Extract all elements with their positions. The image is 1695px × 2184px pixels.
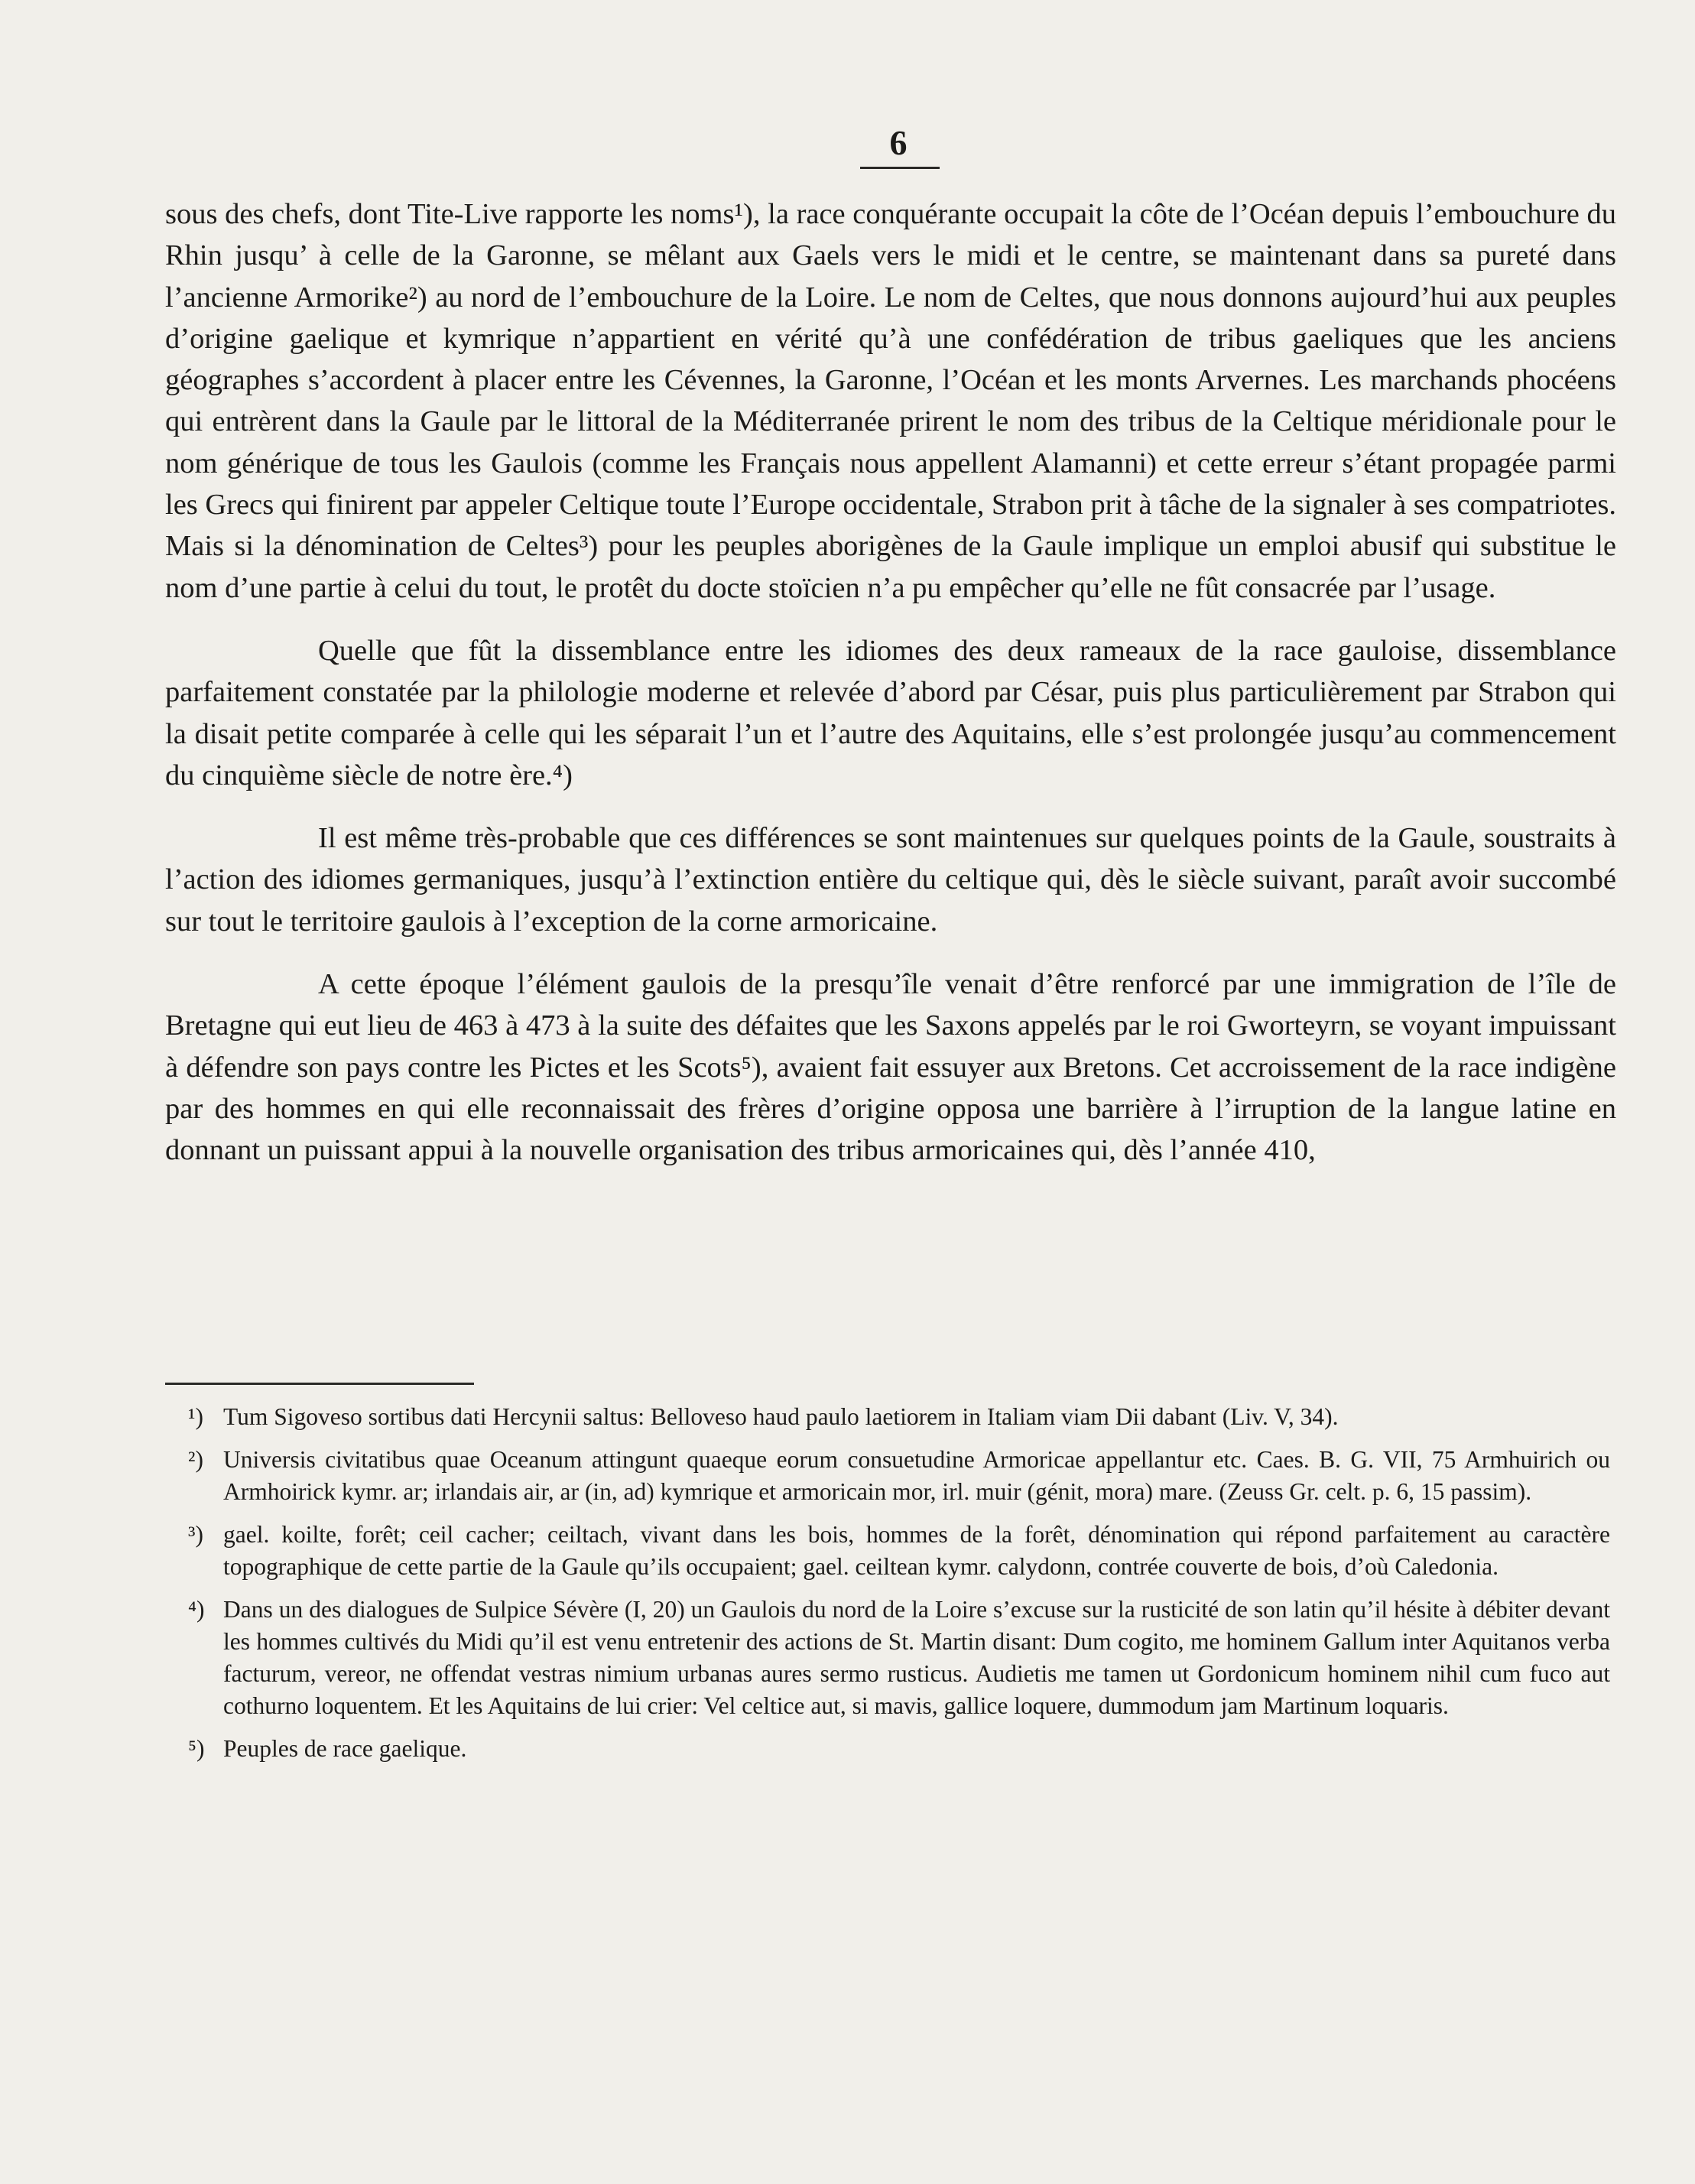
footnote-marker: ⁴) [188,1596,205,1623]
footnote-text: Dans un des dialogues de Sulpice Sévère (I, 20) un Gaulois du nord de la Loire s’excuse sur la rusticité de son latin qu’il hésite à débiter devant les hommes cultivés du Midi qu’il est venu entretenir des actions de St. Martin disant: Dum cogito, me hominem Gallum inter Aquitanos verba facturum, vereor, ne offendat vestras nimium urbanas aures sermo rusticus. Audietis me tamen ut Gordonicum hominem nihil cum fuco aut cothurno loquentem. Et les Aquitains de lui crier: Vel celtice aut, si mavis, gallice loquere, dummodum jam Martinum loquaris. [223,1596,1610,1719]
footnote-5 [188,1733,1610,1765]
paragraph-3: Il est même très-probable que ces différences se sont maintenues sur quelques points de la Gaule, soustraits à l’action des idiomes germaniques, jusqu’à l’extinction entière du celtique qui, dès le siècle suivant, paraît avoir succombé sur tout le territoire gaulois à l’exception de la corne armoricaine. [165,822,1616,938]
footnote-separator [165,1383,474,1385]
footnote-1 [188,1401,1610,1433]
paragraph-4: A cette époque l’élément gaulois de la presqu’île venait d’être renforcé par une immigration de l’île de Bretagne qui eut lieu de 463 à 473 à la suite des défaites que les Saxons appelés par le roi Gworteyrn, se voyant impuissant à défendre son pays contre les Pictes et les Scots⁵), avaient fait essuyer aux Bretons. Cet accroissement de la race indigène par des hommes en qui elle reconnaissait des frères d’origine opposa une barrière à l’irruption de la langue latine en donnant un puissant appui à la nouvelle organisation des tribus armoricaines qui, dès l’année 410, [165,968,1616,1167]
footnote-text: Universis civitatibus quae Oceanum attingunt quaeque eorum consuetudine Armoricae appellantur etc. Caes. B. G. VII, 75 Armhuirich ou Armhoirick kymr. ar; irlandais air, ar (in, ad) kymrique et armoricain mor, irl. muir (génit, mora) mare. (Zeuss Gr. celt. p. 6, 15 passim). [223,1446,1610,1505]
footnote-marker: ¹) [188,1403,203,1430]
footnote-marker: ⁵) [188,1735,205,1762]
footnote-marker: ³) [188,1521,203,1548]
footnotes [188,1401,1610,1776]
footnote-4 [188,1594,1610,1722]
footnote-text: gael. koilte, forêt; ceil cacher; ceiltach, vivant dans les bois, hommes de la forêt, dénomination qui répond parfaitement au caractère topographique de cette partie de la Gaule qu’ils occupaient; gael. ceiltean kymr. calydonn, contrée couverte de bois, d’où Caledonia. [223,1521,1610,1580]
paragraph-2: Quelle que fût la dissemblance entre les idiomes des deux rameaux de la race gauloise, dissemblance parfaitement constatée par la philologie moderne et relevée d’abord par César, puis plus particulièrement par Strabon qui la disait petite comparée à celle qui les séparait l’un et l’autre des Aquitains, elle s’est prolongée jusqu’au commencement du cinquième siècle de notre ère.⁴) [165,634,1616,791]
footnote-text: Tum Sigoveso sortibus dati Hercynii saltus: Belloveso haud paulo laetiorem in Italiam viam Dii dabant (Liv. V, 34). [223,1403,1339,1430]
page-number: 6 [889,123,908,162]
paragraph-1: sous des chefs, dont Tite-Live rapporte les noms¹), la race conquérante occupait la côte de l’Océan depuis l’embouchure du Rhin jusqu’ à celle de la Garonne, se mêlant aux Gaels vers le midi et le centre, se maintenant dans sa pureté dans l’ancienne Armorike²) au nord de l’embouchure de la Loire. Le nom de Celtes, que nous donnons aujourd’hui aux peuples d’origine gaelique et kymrique n’appartient en vérité qu’à une confédération de tribus gaeliques que les anciens géographes s’accordent à placer entre les Cévennes, la Garonne, l’Océan et les monts Arvernes. Les marchands phocéens qui entrèrent dans la Gaule par le littoral de la Méditerranée prirent le nom des tribus de la Celtique méridionale pour le nom générique de tous les Gaulois (comme les Français nous appellent Alamanni) et cette erreur s’étant propagée parmi les Grecs qui finirent par appeler Celtique toute l’Europe occidentale, Strabon prit à tâche de la signaler à ses compatriotes. Mais si la dénomination de Celtes³) pour les peuples aborigènes de la Gaule implique un emploi abusif qui substitue le nom d’une partie à celui du tout, le protêt du docte stoïcien n’a pu empêcher qu’elle ne fût consacrée par l’usage. [165,198,1616,604]
footnote-3 [188,1519,1610,1583]
footnote-2 [188,1444,1610,1508]
body-text [165,193,1616,1193]
page-number-rule [860,167,940,169]
footnote-marker: ²) [188,1446,203,1473]
footnote-text: Peuples de race gaelique. [223,1735,467,1762]
